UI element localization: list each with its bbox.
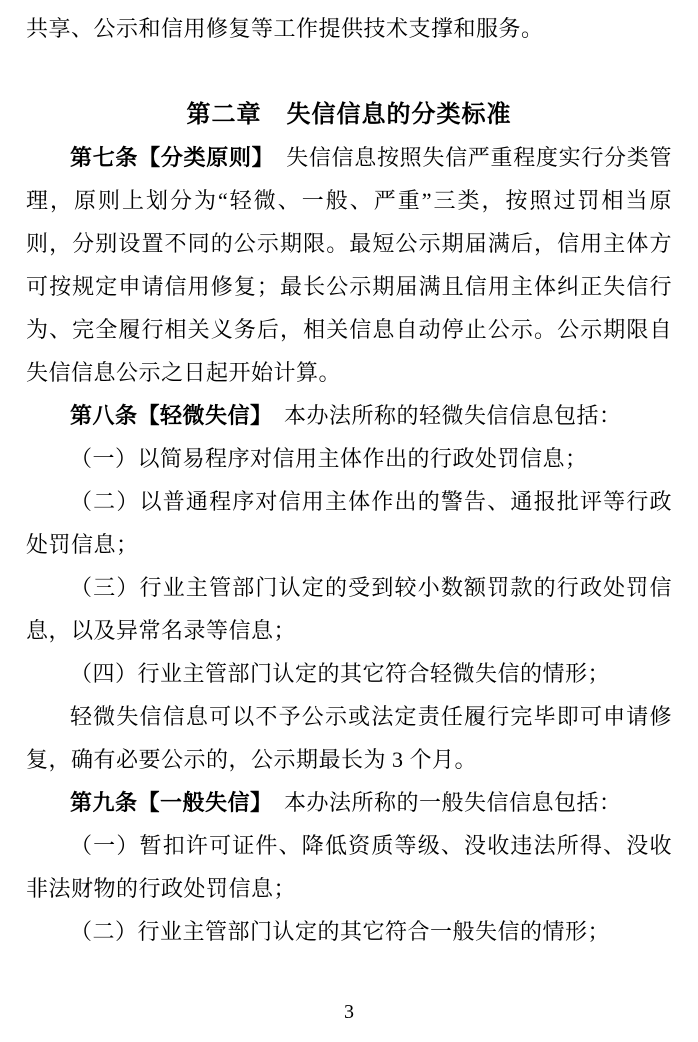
article-8-item-3-text: （三）行业主管部门认定的受到较小数额罚款的行政处罚信息，以及异常名录等信息； xyxy=(26,575,672,643)
article-7-text: 失信信息按照失信严重程度实行分类管理，原则上划分为“轻微、一般、严重”三类，按照过罚相当原则，分别设置不同的公示期限。最短公示期届满后，信用主体方可按规定申请信用修复；最长公示期届满且信用主体纠正失信行为、完全履行相关义务后，相关信息自动停止公示。公示期限自失信信息公示之日起开始计算。 xyxy=(26,145,672,385)
article-8-item-2 xyxy=(26,480,672,566)
article-8-label: 第八条【轻微失信】 xyxy=(70,403,262,428)
article-8-paragraph xyxy=(26,394,672,437)
article-9-text: 本办法所称的一般失信信息包括： xyxy=(261,790,622,815)
article-9-item-1 xyxy=(26,824,672,910)
article-8-item-4-text: （四）行业主管部门认定的其它符合轻微失信的情形； xyxy=(70,661,611,686)
article-7-paragraph xyxy=(26,136,672,394)
document-body xyxy=(26,7,672,953)
article-8-item-4 xyxy=(26,652,672,695)
continuation-text: 共享、公示和信用修复等工作提供技术支撑和服务。 xyxy=(26,16,544,41)
article-9-label: 第九条【一般失信】 xyxy=(70,790,262,815)
article-8-item-1-text: （一）以简易程序对信用主体作出的行政处罚信息； xyxy=(70,446,588,471)
article-9-item-2 xyxy=(26,910,672,953)
page-number: 3 xyxy=(344,1001,354,1023)
article-9-item-1-text: （一）暂扣许可证件、降低资质等级、没收违法所得、没收非法财物的行政处罚信息； xyxy=(26,833,672,901)
article-8-item-1 xyxy=(26,437,672,480)
article-8-item-2-text: （二）以普通程序对信用主体作出的警告、通报批评等行政处罚信息； xyxy=(26,489,672,557)
article-9-item-2-text: （二）行业主管部门认定的其它符合一般失信的情形； xyxy=(70,919,611,944)
article-8-closing-paragraph xyxy=(26,695,672,781)
chapter-heading: 第二章 失信信息的分类标准 xyxy=(186,101,512,128)
article-8-closing-text: 轻微失信信息可以不予公示或法定责任履行完毕即可申请修复，确有必要公示的，公示期最长为 3 个月。 xyxy=(26,704,672,772)
article-8-item-3 xyxy=(26,566,672,652)
continuation-paragraph xyxy=(26,7,672,50)
article-7-label: 第七条【分类原则】 xyxy=(70,145,264,170)
article-9-paragraph xyxy=(26,781,672,824)
article-8-text: 本办法所称的轻微失信信息包括： xyxy=(261,403,622,428)
